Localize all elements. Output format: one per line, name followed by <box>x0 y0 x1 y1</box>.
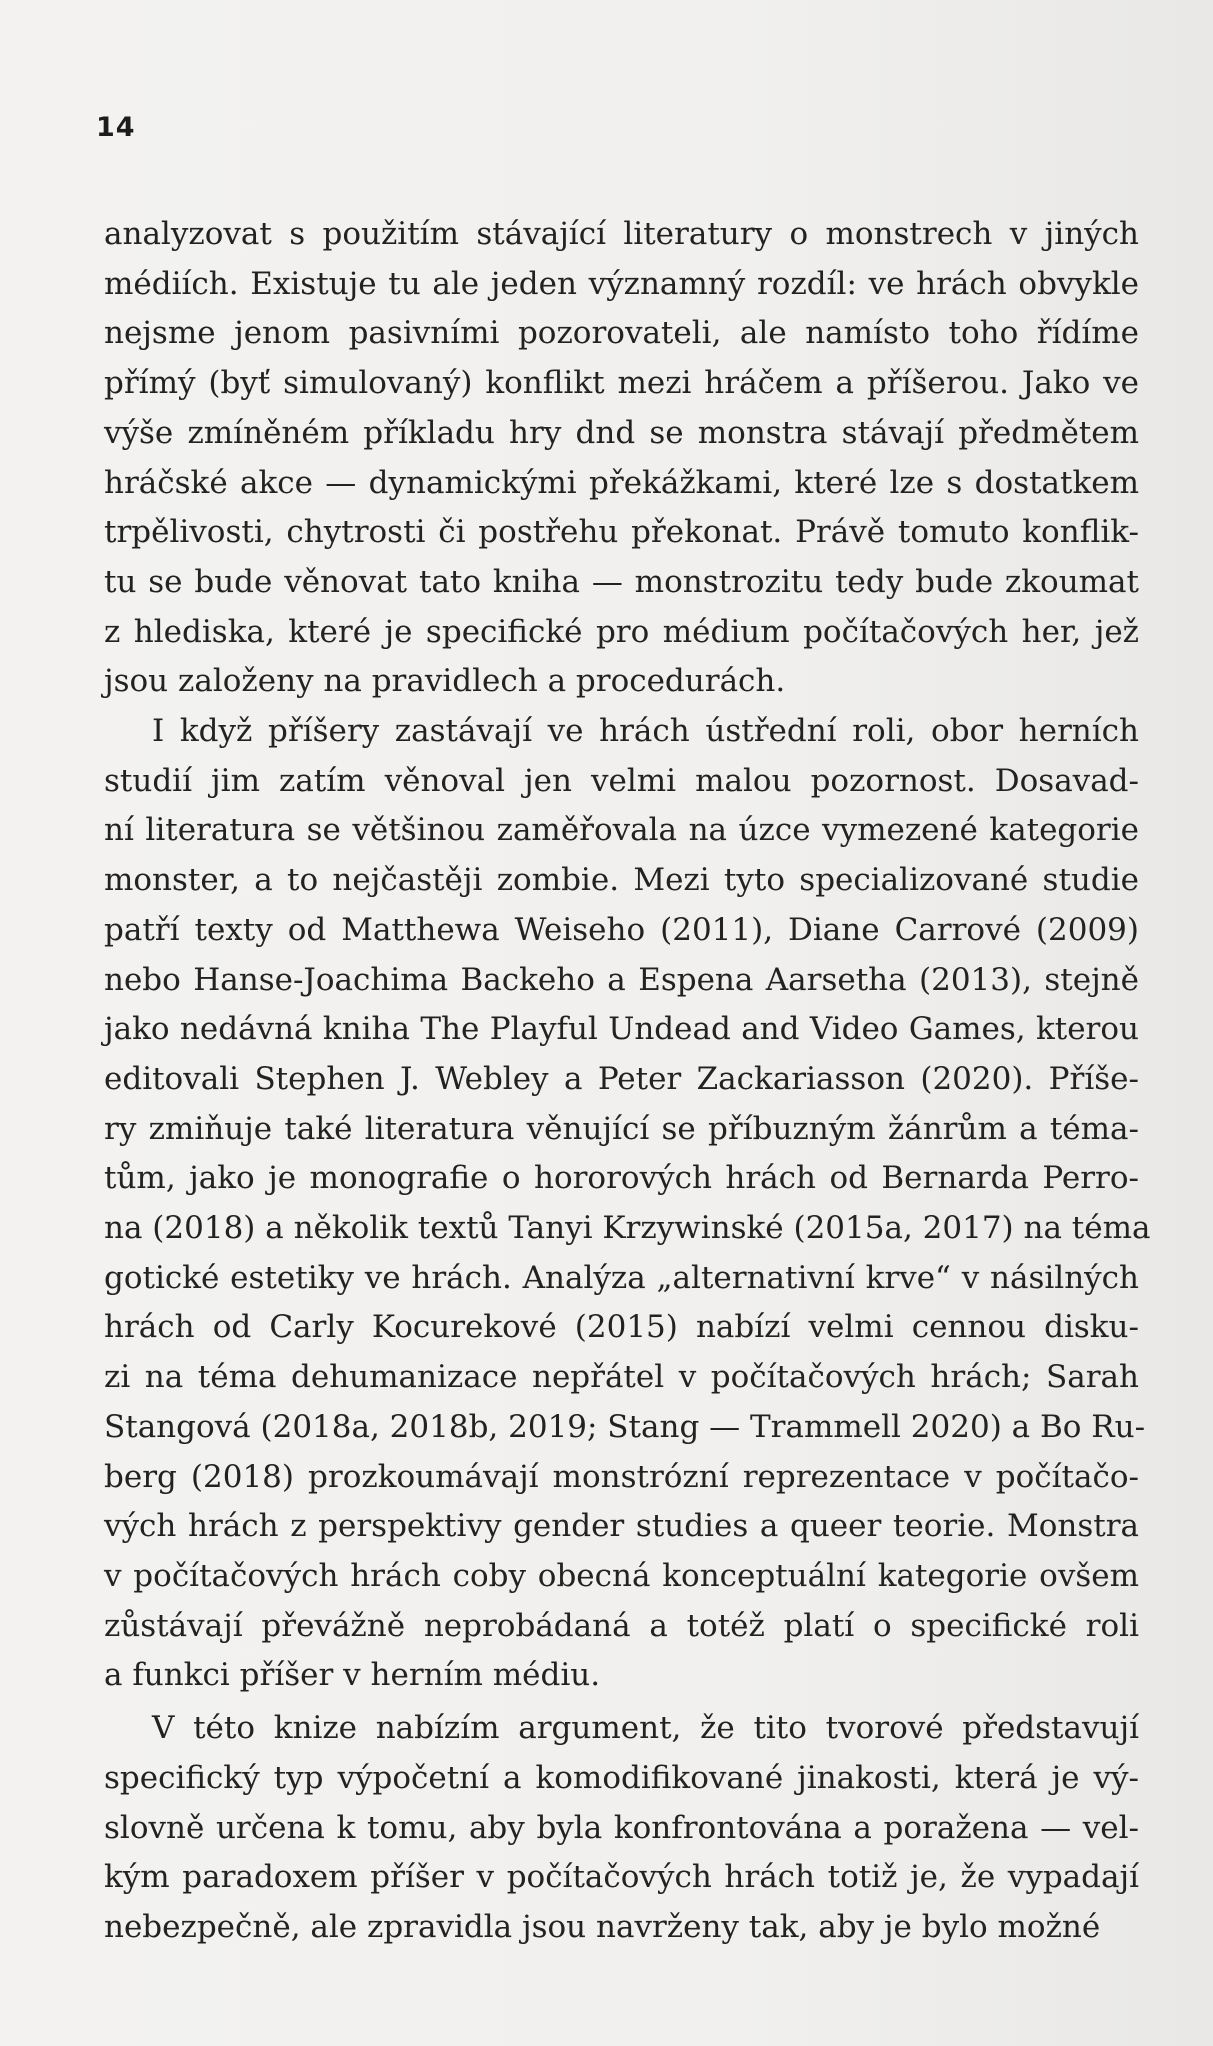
text-line: jako nedávná kniha The Playful Undead and Video Games, kterou <box>104 1011 1139 1048</box>
text-line: v počítačových hrách coby obecná konceptuální kategorie ovšem <box>104 1557 1139 1594</box>
text-line: hrách od Carly Kocurekové (2015) nabízí velmi cennou disku- <box>104 1309 1139 1346</box>
text-line: editovali Stephen J. Webley a Peter Zackariasson (2020). Příše- <box>104 1060 1139 1097</box>
text-line: V této knize nabízím argument, že tito tvorové představují <box>152 1710 1139 1747</box>
text-line: z hlediska, které je specifické pro médium počítačových her, jež <box>104 613 1139 650</box>
text-line: přímý (byť simulovaný) konflikt mezi hráčem a příšerou. Jako ve <box>104 365 1139 402</box>
text-line: specifický typ výpočetní a komodifikované jinakosti, která je vý- <box>104 1759 1139 1796</box>
text-line: tům, jako je monografie o hororových hrách od Bernarda Perro- <box>104 1160 1139 1197</box>
text-line: berg (2018) prozkoumávají monstrózní reprezentace v počítačo- <box>104 1458 1139 1495</box>
paragraph <box>104 210 1139 707</box>
text-line: trpělivosti, chytrosti či postřehu překonat. Právě tomuto konflik- <box>104 514 1139 551</box>
text-line: výše zmíněném příkladu hry dnd se monstra stávají předmětem <box>104 414 1139 451</box>
text-line: ní literatura se většinou zaměřovala na úzce vymezené kategorie <box>104 812 1139 849</box>
text-line: studií jim zatím věnoval jen velmi malou pozornost. Dosavad- <box>104 762 1139 799</box>
paragraph <box>104 707 1151 1701</box>
text-line: nebezpečně, ale zpravidla jsou navrženy tak, aby je bylo možné <box>104 1908 1101 1945</box>
paragraph <box>104 1704 1139 1953</box>
text-line: nebo Hanse-Joachima Backeho a Espena Aarsetha (2013), stejně <box>104 961 1139 998</box>
text-line: hráčské akce — dynamickými překážkami, které lze s dostatkem <box>104 464 1139 501</box>
text-line: monster, a to nejčastěji zombie. Mezi tyto specializované studie <box>104 862 1139 899</box>
text-line: patří texty od Matthewa Weiseho (2011), Diane Carrové (2009) <box>104 911 1139 948</box>
text-line: vých hrách z perspektivy gender studies a queer teorie. Monstra <box>104 1508 1139 1545</box>
text-line: a funkci příšer v herním médiu. <box>104 1657 601 1694</box>
text-line: tu se bude věnovat tato kniha — monstrozitu tedy bude zkoumat <box>104 563 1139 600</box>
text-line: slovně určena k tomu, aby byla konfrontována a poražena — vel- <box>104 1809 1139 1846</box>
text-line: na (2018) a několik textů Tanyi Krzywinské (2015a, 2017) na téma <box>104 1210 1151 1247</box>
text-line: Stangová (2018a, 2018b, 2019; Stang — Trammell 2020) a Bo Ru- <box>104 1408 1146 1445</box>
text-line: zůstávají převážně neprobádaná a totéž platí o specifické roli <box>104 1607 1139 1644</box>
text-line: médiích. Existuje tu ale jeden významný rozdíl: ve hrách obvykle <box>104 265 1139 302</box>
text-line: kým paradoxem příšer v počítačových hrách totiž je, že vypadají <box>104 1859 1139 1896</box>
text-line: analyzovat s použitím stávající literatury o monstrech v jiných <box>104 216 1139 252</box>
body-text <box>104 210 1151 1953</box>
text-line: gotické estetiky ve hrách. Analýza „alternativní krve“ v násilných <box>104 1259 1139 1296</box>
page-number: 14 <box>96 112 136 143</box>
text-line: nejsme jenom pasivními pozorovateli, ale namísto toho řídíme <box>104 315 1139 352</box>
text-line: jsou založeny na pravidlech a procedurách. <box>104 663 786 700</box>
text-line: ry zmiňuje také literatura věnující se příbuzným žánrům a téma- <box>104 1110 1139 1147</box>
text-line: zi na téma dehumanizace nepřátel v počítačových hrách; Sarah <box>104 1359 1139 1396</box>
text-line: I když příšery zastávají ve hrách ústřední roli, obor herních <box>152 713 1139 750</box>
